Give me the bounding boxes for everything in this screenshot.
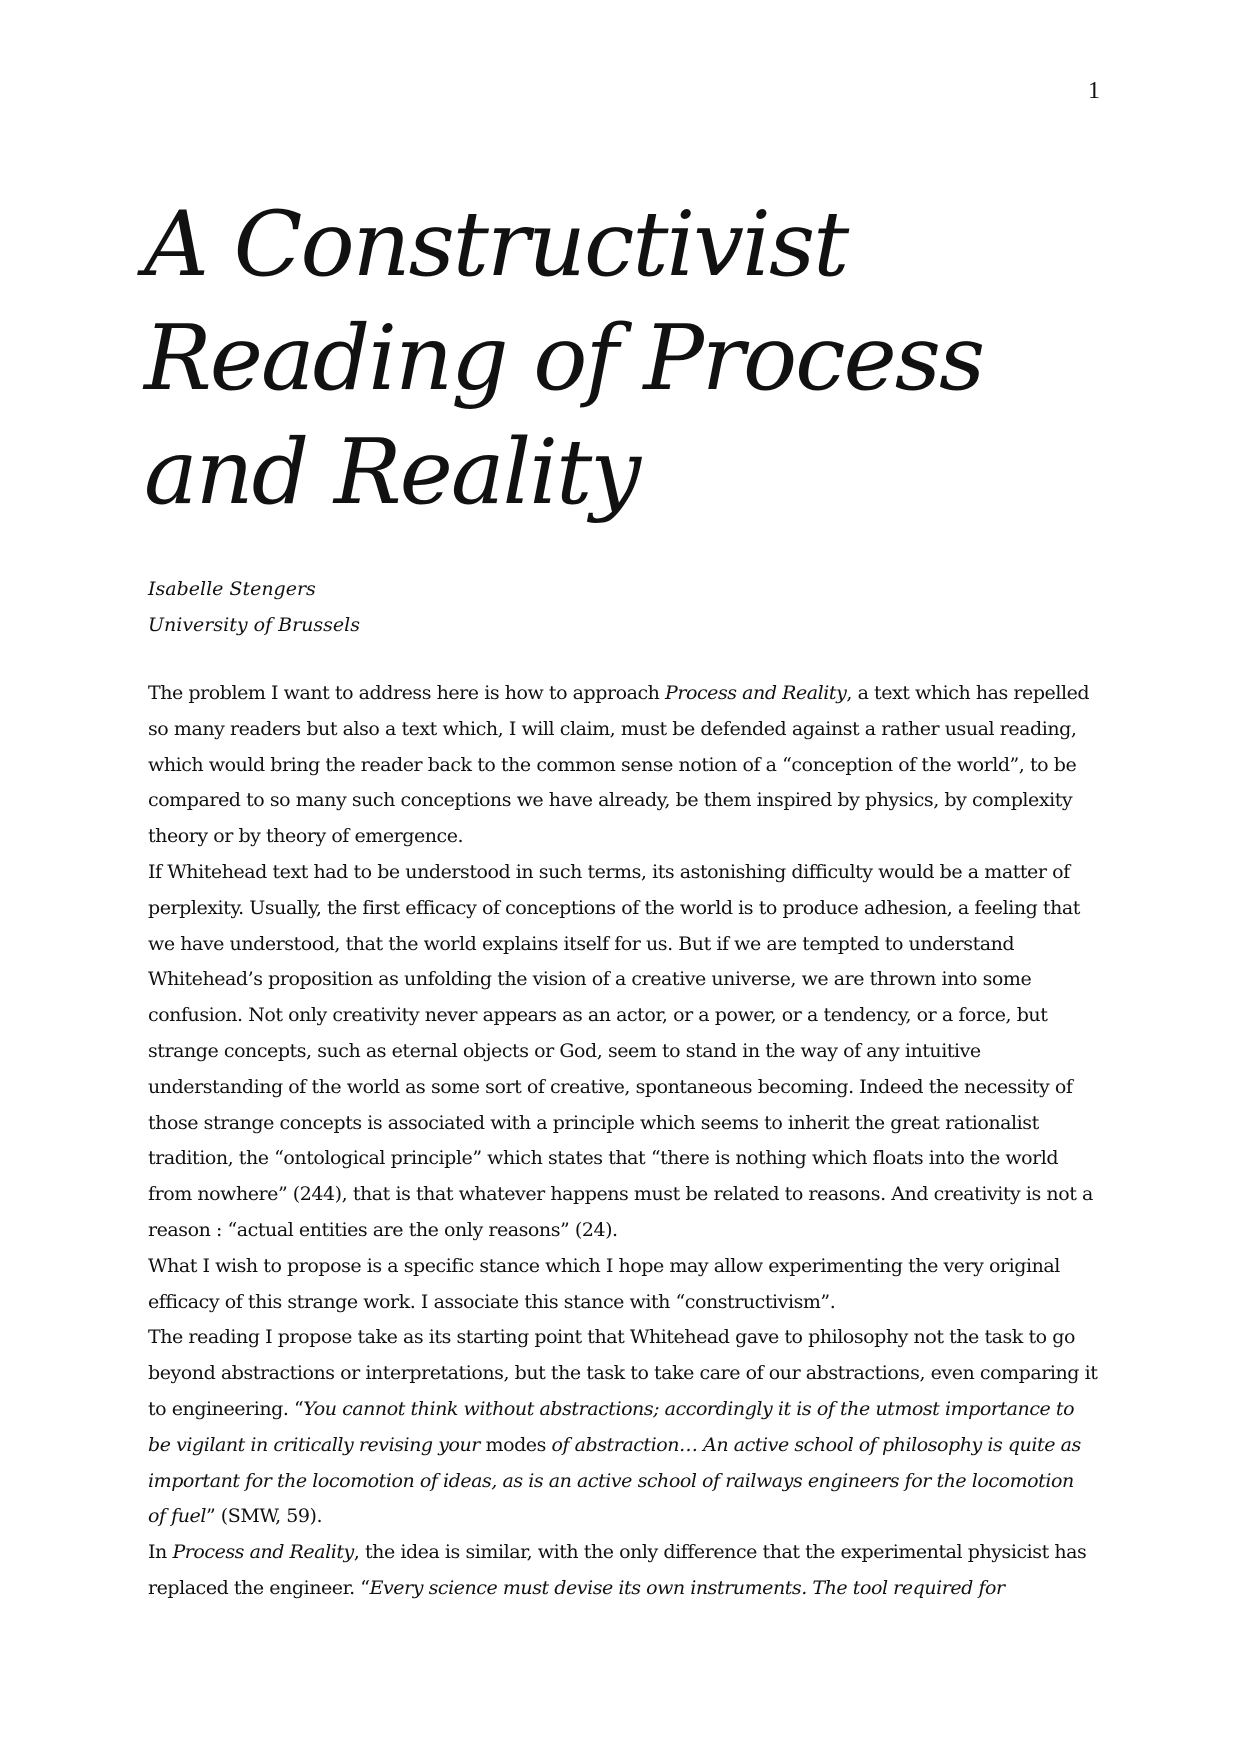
body-line [148,1285,1093,1321]
text-run: compared to so many such conceptions we have already, be them inspired by physics, by complexity [148,789,1073,812]
italic-text-run: Process and Reality [172,1541,354,1564]
italic-text-run: Every science must devise its own instruments. The tool required for [369,1576,1005,1599]
body-line [148,1392,1093,1428]
text-run: The problem I want to address here is how to approach [148,682,666,704]
text-run: In [148,1541,173,1564]
text-run: , the idea is similar, with the only difference that the experimental physicist has [353,1541,1087,1564]
page-number: 1 [1088,78,1100,104]
text-run: from nowhere” (244), that is that whatever happens must be related to reasons. And creativity is not a [148,1183,1093,1206]
body-line [148,1428,1093,1464]
title-line: and Reality [144,420,640,525]
body-line [148,1213,1093,1249]
text-run: The reading I propose take as its starting point that Whitehead gave to philosophy not the task to go [148,1326,1075,1349]
body-line [148,855,1093,891]
body-line [148,891,1093,927]
text-run: perplexity. Usually, the first efficacy of conceptions of the world is to produce adhesion, a feeling that [148,896,1080,919]
body-line [148,1320,1093,1356]
text-run: ” (SMW, 59). [205,1505,323,1528]
body-line [148,1571,1093,1607]
text-run: What I wish to propose is a specific stance which I hope may allow experimenting the very original [148,1254,1060,1277]
text-run: to engineering. “ [148,1397,304,1420]
text-run: those strange concepts is associated with a principle which seems to inherit the great rationalist [148,1111,1039,1134]
title-line: Reading of Process [144,306,984,411]
body-line [148,1106,1093,1142]
italic-text-run: You cannot think without abstractions; accordingly it is of the utmost importance to [303,1397,1075,1420]
text-run: understanding of the world as some sort of creative, spontaneous becoming. Indeed the necessity of [148,1075,1073,1098]
author-block [148,571,360,643]
body-line [148,1034,1093,1070]
italic-text-run: Process and Reality [665,682,847,704]
body-line [148,927,1093,963]
body-line [148,1464,1093,1500]
text-run: , a text which has repelled [846,682,1090,704]
author-affiliation: University of Brussels [148,614,360,636]
body-line [148,748,1093,784]
body-line [148,998,1093,1034]
text-run: beyond abstractions or interpretations, but the task to take care of our abstractions, even comparing it [148,1362,1098,1385]
body-text [148,676,1098,1607]
body-line [148,1249,1093,1285]
italic-text-run: of fuel [148,1505,206,1528]
text-run: strange concepts, such as eternal objects or God, seem to stand in the way of any intuitive [148,1039,981,1062]
body-line [148,1070,1093,1106]
body-line [148,1141,1093,1177]
body-line [148,783,1093,819]
body-line [148,712,1093,748]
italic-text-run: of abstraction… An active school of philosophy is quite as [551,1433,1081,1456]
body-line [148,1356,1098,1392]
document-title [144,188,1104,530]
text-run: reason : “actual entities are the only reasons” (24). [148,1218,618,1241]
text-run: confusion. Not only creativity never appears as an actor, or a power, or a tendency, or a force, but [148,1004,1048,1027]
body-line [148,1535,1093,1571]
body-line [148,1177,1093,1213]
text-run: Whitehead’s proposition as unfolding the vision of a creative universe, we are thrown into some [148,968,1032,991]
text-run: replaced the engineer. “ [148,1576,370,1599]
italic-text-run: important for the locomotion of ideas, as is an active school of railways engineers for the locomotion [148,1469,1074,1492]
text-run: which would bring the reader back to the common sense notion of a “conception of the world”, to be [148,753,1077,776]
body-line [148,676,1093,712]
title-line: A Constructivist [144,192,848,297]
text-run: If Whitehead text had to be understood in such terms, its astonishing difficulty would be a matter of [148,860,1070,883]
body-line [148,962,1093,998]
text-run: theory or by theory of emergence. [148,825,464,848]
text-run: we have understood, that the world explains itself for us. But if we are tempted to understand [148,932,1015,955]
body-line [148,819,1093,855]
body-line [148,1499,1093,1535]
text-run: tradition, the “ontological principle” which states that “there is nothing which floats into the world [148,1147,1059,1170]
italic-text-run: be vigilant in critically revising your [148,1433,480,1456]
text-run: so many readers but also a text which, I will claim, must be defended against a rather usual reading, [148,717,1077,740]
author-name: Isabelle Stengers [148,578,316,600]
text-run: efficacy of this strange work. I associate this stance with “constructivism”. [148,1290,836,1313]
text-run: modes [479,1433,552,1456]
